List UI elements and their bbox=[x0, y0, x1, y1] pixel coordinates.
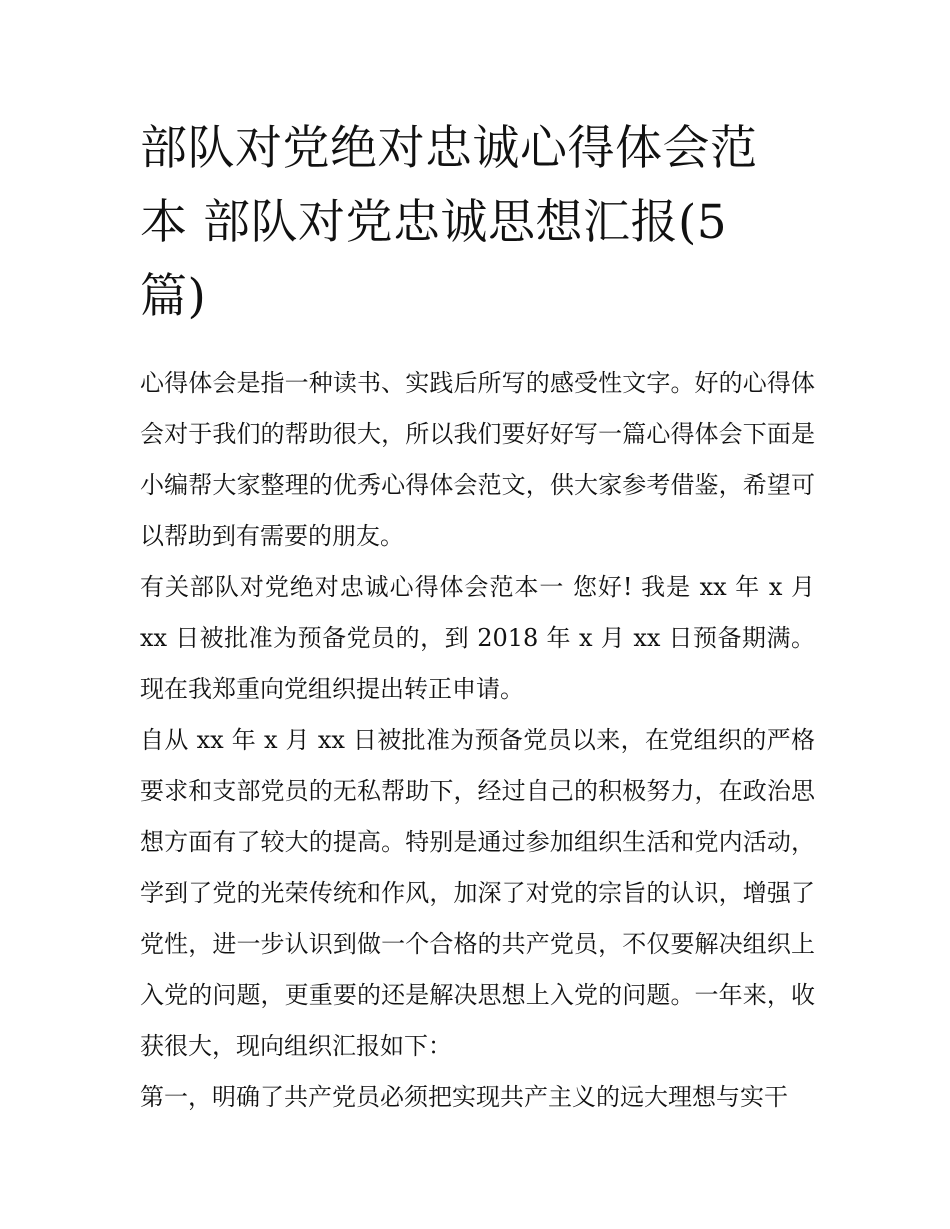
document-title bbox=[140, 112, 820, 334]
title-line-2: 本 部队对党忠诚思想汇报(5 bbox=[140, 195, 728, 250]
paragraph-sample-one: 有关部队对党绝对忠诚心得体会范本一 您好! 我是 xx 年 x 月 xx 日被批准为预备党员的，到 2018 年 x 月 xx 日预备期满。现在我郑重向党组织提出转正申请。 bbox=[140, 573, 815, 703]
paragraph-intro: 心得体会是指一种读书、实践后所写的感受性文字。好的心得体会对于我们的帮助很大，所以我们要好好写一篇心得体会下面是小编帮大家整理的优秀心得体会范文，供大家参考借鉴，希望可以帮助到有需要的朋友。 bbox=[140, 369, 815, 550]
paragraph-since-approval: 自从 xx 年 x 月 xx 日被批准为预备党员以来，在党组织的严格要求和支部党员的无私帮助下，经过自己的积极努力，在政治思想方面有了较大的提高。特别是通过参加组织生活和党内活动，学到了党的光荣传统和作风，加深了对党的宗旨的认识，增强了党性，进一步认识到做一个合格的共产党员，不仅要解决组织上入党的问题，更重要的还是解决思想上入党的问题。一年来，收获很大，现向组织汇报如下： bbox=[140, 726, 815, 1060]
document-body bbox=[140, 358, 815, 1123]
title-line-3: 篇) bbox=[140, 269, 207, 324]
title-line-1: 部队对党绝对忠诚心得体会范 bbox=[140, 121, 758, 176]
paragraph-first-point: 第一，明确了共产党员必须把实现共产主义的远大理想与实干 bbox=[140, 1083, 788, 1111]
